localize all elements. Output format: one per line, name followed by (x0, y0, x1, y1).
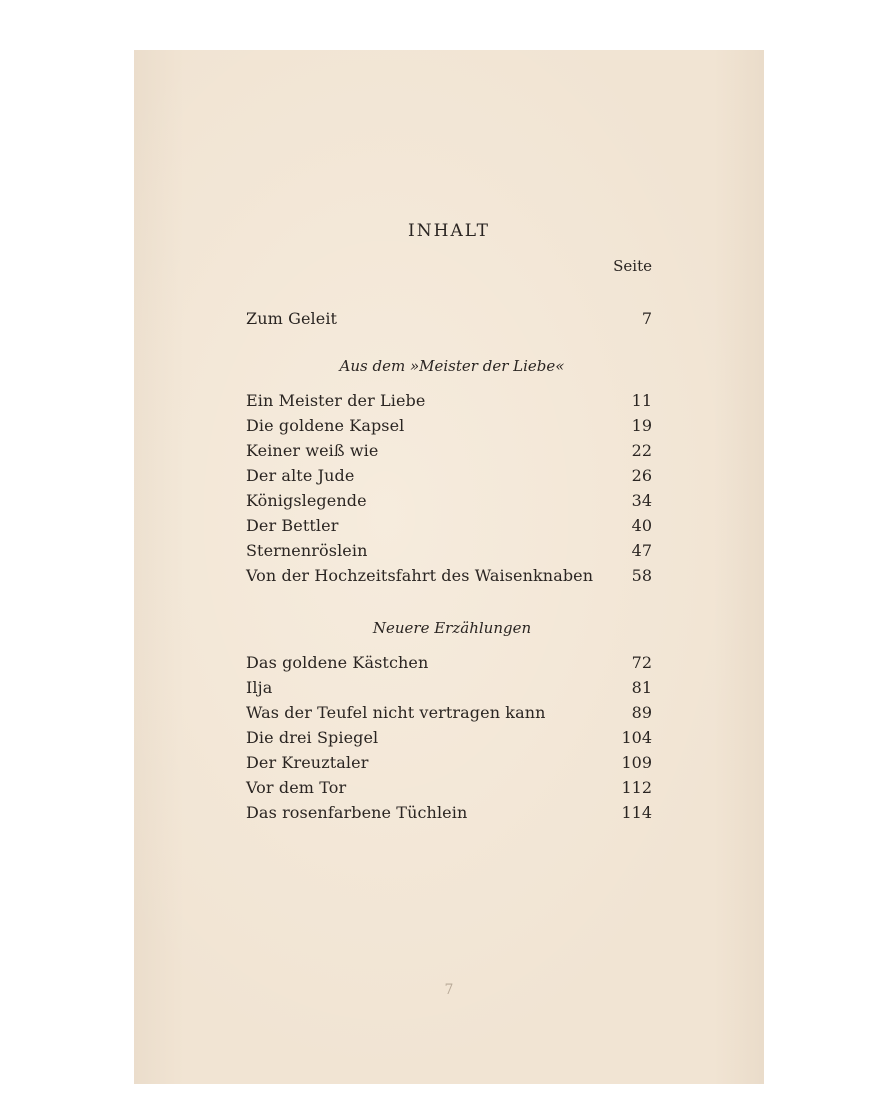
toc-entry (246, 465, 652, 487)
toc-entry (246, 802, 652, 824)
toc-entry-title: Ein Meister der Liebe (246, 391, 426, 410)
toc-entry-page: 11 (631, 391, 652, 410)
book-page (134, 50, 764, 1084)
section-heading-neuere: Neuere Erzählungen (372, 619, 532, 637)
toc-entry-title: Was der Teufel nicht vertragen kann (246, 703, 546, 722)
toc-entry-title: Das goldene Kästchen (246, 653, 429, 672)
toc-entry (246, 652, 652, 674)
toc-entry (246, 677, 652, 699)
toc-entry-page: 114 (621, 803, 652, 822)
toc-entry-page: 34 (631, 491, 652, 510)
toc-entry-title: Keiner weiß wie (246, 441, 379, 460)
toc-entry-page: 19 (631, 416, 652, 435)
page-title: INHALT (408, 221, 490, 241)
toc-entry-title: Vor dem Tor (246, 778, 347, 797)
toc-entry-title: Sternenröslein (246, 541, 368, 560)
toc-entry (246, 540, 652, 562)
toc-entry-title: Die drei Spiegel (246, 728, 379, 747)
toc-entry-page: 7 (641, 309, 652, 328)
toc-entry-title: Das rosenfarbene Tüchlein (246, 803, 468, 822)
toc-entry-title: Zum Geleit (246, 309, 338, 328)
toc-entry (246, 390, 652, 412)
toc-entry (246, 415, 652, 437)
toc-entry (246, 440, 652, 462)
page-column-label: Seite (613, 257, 652, 275)
toc-entry-page: 47 (631, 541, 652, 560)
toc-entry-page: 40 (631, 516, 652, 535)
toc-entry-page: 81 (631, 678, 652, 697)
toc-entry (246, 565, 652, 587)
toc-entry (246, 777, 652, 799)
toc-entry-page: 104 (621, 728, 652, 747)
toc-entry-title: Der alte Jude (246, 466, 355, 485)
toc-entry-page: 58 (631, 566, 652, 585)
page-number: 7 (444, 982, 454, 998)
toc-entry (246, 515, 652, 537)
toc-entry-title: Königslegende (246, 491, 367, 510)
toc-entry (246, 702, 652, 724)
toc-entry-page: 109 (621, 753, 652, 772)
section-heading-meister: Aus dem »Meister der Liebe« (339, 357, 565, 375)
toc-entry-title: Die goldene Kapsel (246, 416, 405, 435)
toc-entry-page: 89 (631, 703, 652, 722)
toc-entry-page: 112 (621, 778, 652, 797)
toc-entry-title: Der Kreuztaler (246, 753, 369, 772)
toc-entry-page: 72 (631, 653, 652, 672)
toc-entry-title: Von der Hochzeitsfahrt des Waisenknaben (246, 566, 594, 585)
toc-entry-title: Ilja (246, 678, 273, 697)
toc-entry-page: 22 (631, 441, 652, 460)
toc-entry (246, 490, 652, 512)
toc-entry-page: 26 (631, 466, 652, 485)
toc-entry-title: Der Bettler (246, 516, 339, 535)
toc-entry (246, 727, 652, 749)
toc-entry-intro (246, 308, 652, 330)
toc-entry (246, 752, 652, 774)
